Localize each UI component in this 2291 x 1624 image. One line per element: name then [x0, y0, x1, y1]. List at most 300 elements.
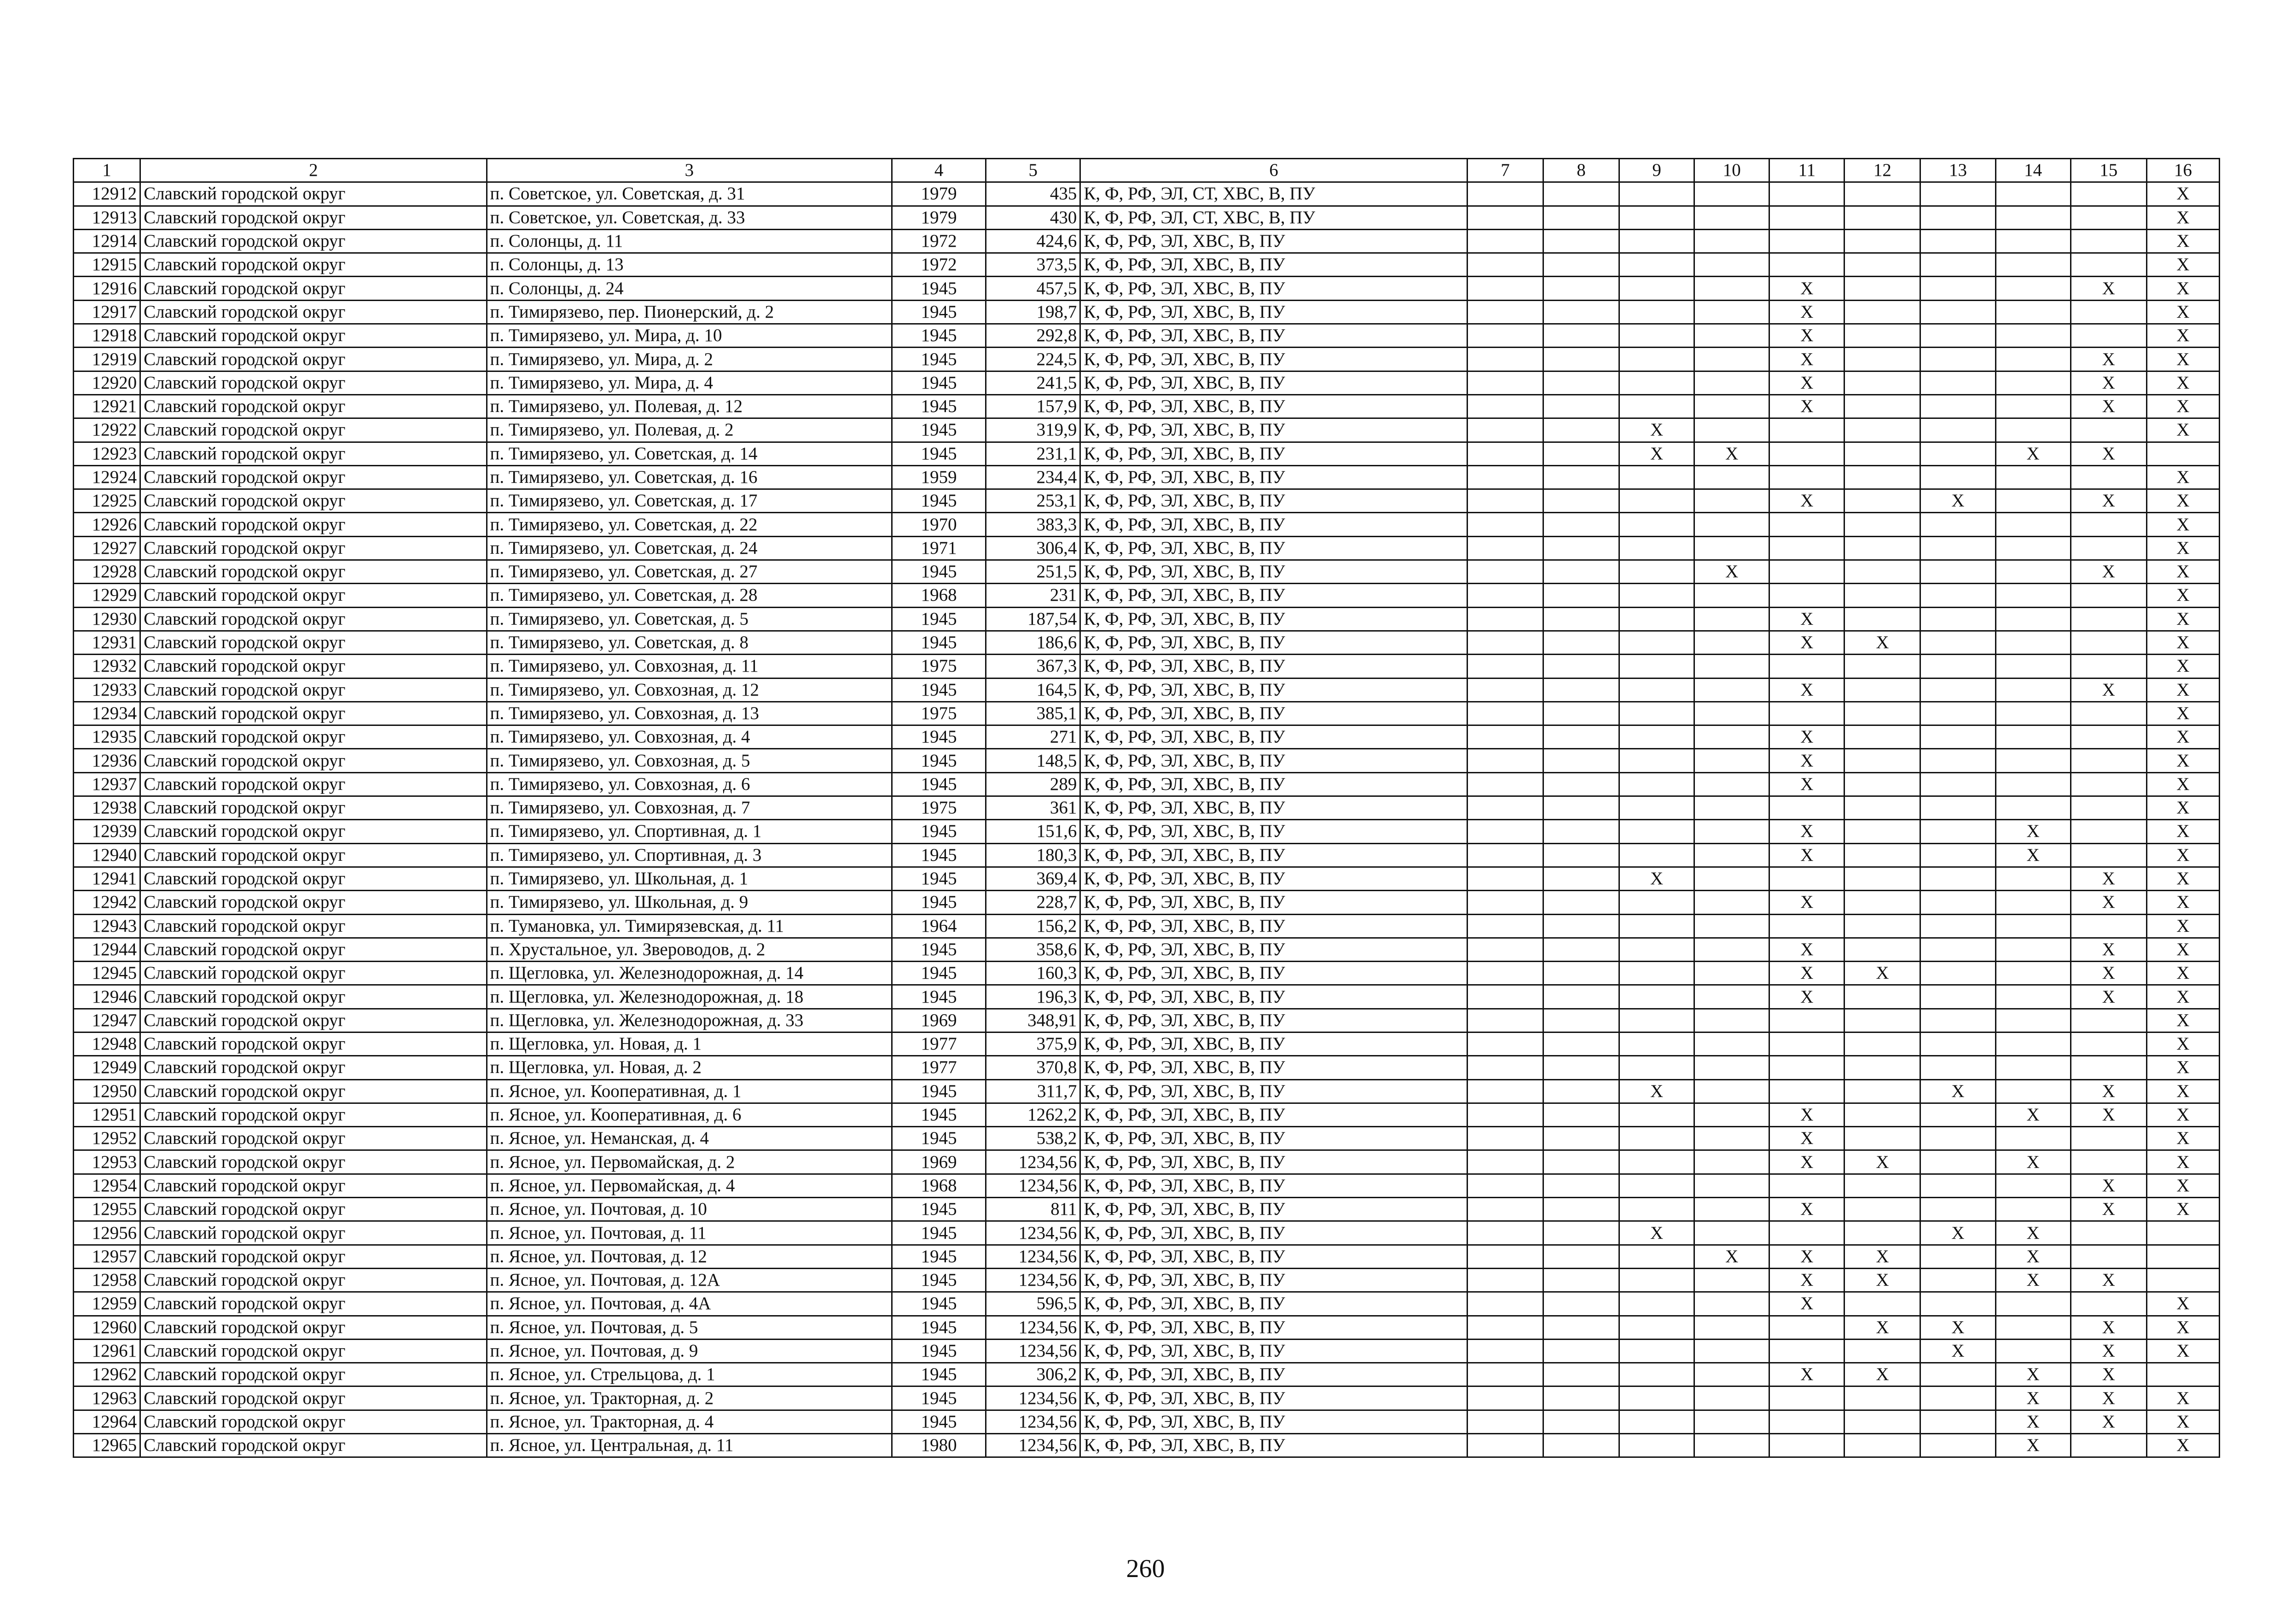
mark-cell-col-9 [1619, 513, 1694, 536]
mark-cell-col-14 [1995, 796, 2071, 820]
area-cell: 430 [986, 206, 1080, 229]
mark-cell-col-8 [1543, 371, 1619, 394]
district-cell: Славский городской округ [140, 962, 487, 985]
mark-cell-col-7 [1467, 182, 1543, 206]
mark-cell-col-7 [1467, 1339, 1543, 1363]
mark-cell-col-15: X [2071, 867, 2146, 890]
district-cell: Славский городской округ [140, 772, 487, 796]
mark-cell-col-16: X [2146, 1174, 2219, 1197]
works-cell: К, Ф, РФ, ЭЛ, ХВС, В, ПУ [1080, 607, 1467, 631]
mark-cell-col-7 [1467, 938, 1543, 961]
mark-cell-col-15 [2071, 1150, 2146, 1174]
mark-cell-col-14 [1995, 702, 2071, 725]
row-id-cell: 12917 [74, 300, 140, 324]
mark-cell-col-8 [1543, 1339, 1619, 1363]
works-cell: К, Ф, РФ, ЭЛ, ХВС, В, ПУ [1080, 1198, 1467, 1221]
table-row [74, 702, 2220, 725]
mark-cell-col-15 [2071, 1032, 2146, 1056]
row-id-cell: 12951 [74, 1103, 140, 1126]
mark-cell-col-7 [1467, 772, 1543, 796]
mark-cell-col-15 [2071, 229, 2146, 253]
mark-cell-col-14 [1995, 962, 2071, 985]
mark-cell-col-10 [1694, 914, 1769, 938]
works-cell: К, Ф, РФ, ЭЛ, ХВС, В, ПУ [1080, 631, 1467, 654]
mark-cell-col-16: X [2146, 607, 2219, 631]
mark-cell-col-9: X [1619, 867, 1694, 890]
mark-cell-col-13 [1920, 678, 1995, 702]
mark-cell-col-8 [1543, 631, 1619, 654]
district-cell: Славский городской округ [140, 631, 487, 654]
mark-cell-col-15 [2071, 182, 2146, 206]
mark-cell-col-16: X [2146, 1009, 2219, 1032]
year-cell: 1945 [892, 1339, 986, 1363]
address-cell: п. Ясное, ул. Почтовая, д. 5 [487, 1316, 892, 1339]
mark-cell-col-14: X [1995, 1410, 2071, 1433]
table-body [74, 182, 2220, 1457]
table-row [74, 985, 2220, 1009]
mark-cell-col-16 [2146, 1268, 2219, 1292]
row-id-cell: 12915 [74, 253, 140, 277]
mark-cell-col-7 [1467, 1316, 1543, 1339]
mark-cell-col-13 [1920, 1245, 1995, 1268]
district-cell: Славский городской округ [140, 1221, 487, 1245]
mark-cell-col-11 [1769, 655, 1844, 678]
district-cell: Славский городской округ [140, 1032, 487, 1056]
mark-cell-col-14: X [1995, 1103, 2071, 1126]
mark-cell-col-15 [2071, 300, 2146, 324]
year-cell: 1945 [892, 749, 986, 772]
mark-cell-col-12 [1844, 513, 1920, 536]
mark-cell-col-7 [1467, 1386, 1543, 1410]
address-cell: п. Тимирязево, ул. Мира, д. 10 [487, 324, 892, 348]
year-cell: 1945 [892, 1410, 986, 1433]
address-cell: п. Тимирязево, ул. Школьная, д. 9 [487, 891, 892, 914]
area-cell: 253,1 [986, 489, 1080, 513]
area-cell: 156,2 [986, 914, 1080, 938]
mark-cell-col-11: X [1769, 324, 1844, 348]
mark-cell-col-11: X [1769, 985, 1844, 1009]
table-row [74, 749, 2220, 772]
works-cell: К, Ф, РФ, ЭЛ, ХВС, В, ПУ [1080, 1268, 1467, 1292]
address-cell: п. Тумановка, ул. Тимирязевская, д. 11 [487, 914, 892, 938]
mark-cell-col-15 [2071, 607, 2146, 631]
mark-cell-col-10: X [1694, 442, 1769, 465]
mark-cell-col-10 [1694, 300, 1769, 324]
mark-cell-col-7 [1467, 962, 1543, 985]
year-cell: 1945 [892, 985, 986, 1009]
table-row [74, 394, 2220, 418]
mark-cell-col-14 [1995, 607, 2071, 631]
header-row [74, 159, 2220, 182]
works-cell: К, Ф, РФ, ЭЛ, ХВС, В, ПУ [1080, 324, 1467, 348]
mark-cell-col-16: X [2146, 914, 2219, 938]
area-cell: 186,6 [986, 631, 1080, 654]
year-cell: 1945 [892, 394, 986, 418]
mark-cell-col-7 [1467, 796, 1543, 820]
mark-cell-col-16: X [2146, 1386, 2219, 1410]
year-cell: 1945 [892, 1268, 986, 1292]
works-cell: К, Ф, РФ, ЭЛ, ХВС, В, ПУ [1080, 1316, 1467, 1339]
year-cell: 1945 [892, 891, 986, 914]
mark-cell-col-8 [1543, 678, 1619, 702]
mark-cell-col-13 [1920, 536, 1995, 560]
works-cell: К, Ф, РФ, ЭЛ, ХВС, В, ПУ [1080, 1009, 1467, 1032]
table-row [74, 1127, 2220, 1150]
mark-cell-col-8 [1543, 702, 1619, 725]
mark-cell-col-16: X [2146, 1056, 2219, 1079]
mark-cell-col-10 [1694, 371, 1769, 394]
row-id-cell: 12931 [74, 631, 140, 654]
row-id-cell: 12962 [74, 1363, 140, 1386]
mark-cell-col-7 [1467, 1032, 1543, 1056]
mark-cell-col-16: X [2146, 702, 2219, 725]
area-cell: 1234,56 [986, 1434, 1080, 1457]
year-cell: 1945 [892, 418, 986, 442]
district-cell: Славский городской округ [140, 1316, 487, 1339]
district-cell: Славский городской округ [140, 1268, 487, 1292]
year-cell: 1979 [892, 206, 986, 229]
mark-cell-col-12 [1844, 843, 1920, 867]
mark-cell-col-14 [1995, 394, 2071, 418]
mark-cell-col-14 [1995, 277, 2071, 300]
mark-cell-col-14: X [1995, 1363, 2071, 1386]
address-cell: п. Тимирязево, ул. Советская, д. 24 [487, 536, 892, 560]
works-cell: К, Ф, РФ, ЭЛ, ХВС, В, ПУ [1080, 1150, 1467, 1174]
works-cell: К, Ф, РФ, ЭЛ, ХВС, В, ПУ [1080, 891, 1467, 914]
mark-cell-col-12 [1844, 1434, 1920, 1457]
mark-cell-col-10 [1694, 678, 1769, 702]
row-id-cell: 12912 [74, 182, 140, 206]
mark-cell-col-13 [1920, 985, 1995, 1009]
mark-cell-col-11: X [1769, 1103, 1844, 1126]
table-row [74, 277, 2220, 300]
year-cell: 1975 [892, 702, 986, 725]
table-row [74, 796, 2220, 820]
row-id-cell: 12959 [74, 1292, 140, 1316]
area-cell: 370,8 [986, 1056, 1080, 1079]
mark-cell-col-10 [1694, 418, 1769, 442]
row-id-cell: 12954 [74, 1174, 140, 1197]
works-cell: К, Ф, РФ, ЭЛ, ХВС, В, ПУ [1080, 300, 1467, 324]
mark-cell-col-16: X [2146, 253, 2219, 277]
mark-cell-col-11 [1769, 465, 1844, 489]
mark-cell-col-12 [1844, 182, 1920, 206]
mark-cell-col-7 [1467, 442, 1543, 465]
table-row [74, 442, 2220, 465]
mark-cell-col-10 [1694, 1150, 1769, 1174]
row-id-cell: 12958 [74, 1268, 140, 1292]
table-row [74, 914, 2220, 938]
mark-cell-col-10 [1694, 394, 1769, 418]
table-row [74, 725, 2220, 749]
works-cell: К, Ф, РФ, ЭЛ, ХВС, В, ПУ [1080, 442, 1467, 465]
mark-cell-col-7 [1467, 820, 1543, 843]
area-cell: 224,5 [986, 348, 1080, 371]
mark-cell-col-9 [1619, 1316, 1694, 1339]
works-cell: К, Ф, РФ, ЭЛ, ХВС, В, ПУ [1080, 1079, 1467, 1103]
mark-cell-col-15 [2071, 1127, 2146, 1150]
mark-cell-col-10 [1694, 324, 1769, 348]
mark-cell-col-11 [1769, 867, 1844, 890]
district-cell: Славский городской округ [140, 938, 487, 961]
district-cell: Славский городской округ [140, 1103, 487, 1126]
table-row [74, 371, 2220, 394]
mark-cell-col-12 [1844, 1339, 1920, 1363]
address-cell: п. Тимирязево, ул. Совхозная, д. 5 [487, 749, 892, 772]
mark-cell-col-12 [1844, 1032, 1920, 1056]
mark-cell-col-12 [1844, 725, 1920, 749]
mark-cell-col-7 [1467, 489, 1543, 513]
works-cell: К, Ф, РФ, ЭЛ, ХВС, В, ПУ [1080, 1056, 1467, 1079]
year-cell: 1968 [892, 1174, 986, 1197]
address-cell: п. Ясное, ул. Первомайская, д. 2 [487, 1150, 892, 1174]
mark-cell-col-10 [1694, 938, 1769, 961]
mark-cell-col-10 [1694, 772, 1769, 796]
mark-cell-col-15: X [2071, 394, 2146, 418]
mark-cell-col-9 [1619, 1386, 1694, 1410]
district-cell: Славский городской округ [140, 1386, 487, 1410]
mark-cell-col-7 [1467, 1127, 1543, 1150]
mark-cell-col-7 [1467, 1221, 1543, 1245]
row-id-cell: 12914 [74, 229, 140, 253]
mark-cell-col-12 [1844, 371, 1920, 394]
row-id-cell: 12940 [74, 843, 140, 867]
mark-cell-col-16: X [2146, 1032, 2219, 1056]
mark-cell-col-10 [1694, 348, 1769, 371]
area-cell: 457,5 [986, 277, 1080, 300]
district-cell: Славский городской округ [140, 300, 487, 324]
row-id-cell: 12956 [74, 1221, 140, 1245]
mark-cell-col-7 [1467, 1434, 1543, 1457]
row-id-cell: 12961 [74, 1339, 140, 1363]
works-cell: К, Ф, РФ, ЭЛ, ХВС, В, ПУ [1080, 962, 1467, 985]
works-cell: К, Ф, РФ, ЭЛ, ХВС, В, ПУ [1080, 371, 1467, 394]
district-cell: Славский городской округ [140, 843, 487, 867]
table-row [74, 1363, 2220, 1386]
works-cell: К, Ф, РФ, ЭЛ, ХВС, В, ПУ [1080, 253, 1467, 277]
row-id-cell: 12952 [74, 1127, 140, 1150]
mark-cell-col-12 [1844, 1221, 1920, 1245]
mark-cell-col-9 [1619, 182, 1694, 206]
mark-cell-col-13 [1920, 655, 1995, 678]
mark-cell-col-14 [1995, 324, 2071, 348]
mark-cell-col-16: X [2146, 394, 2219, 418]
row-id-cell: 12953 [74, 1150, 140, 1174]
year-cell: 1972 [892, 253, 986, 277]
mark-cell-col-11 [1769, 560, 1844, 584]
address-cell: п. Тимирязево, ул. Спортивная, д. 3 [487, 843, 892, 867]
mark-cell-col-15: X [2071, 1363, 2146, 1386]
address-cell: п. Ясное, ул. Тракторная, д. 2 [487, 1386, 892, 1410]
table-row [74, 1245, 2220, 1268]
mark-cell-col-13 [1920, 300, 1995, 324]
mark-cell-col-16: X [2146, 631, 2219, 654]
district-cell: Славский городской округ [140, 229, 487, 253]
mark-cell-col-10 [1694, 1009, 1769, 1032]
mark-cell-col-10 [1694, 277, 1769, 300]
mark-cell-col-15 [2071, 772, 2146, 796]
mark-cell-col-11: X [1769, 1127, 1844, 1150]
address-cell: п. Тимирязево, ул. Совхозная, д. 4 [487, 725, 892, 749]
mark-cell-col-11: X [1769, 607, 1844, 631]
district-cell: Славский городской округ [140, 702, 487, 725]
mark-cell-col-8 [1543, 277, 1619, 300]
mark-cell-col-10 [1694, 1339, 1769, 1363]
area-cell: 319,9 [986, 418, 1080, 442]
row-id-cell: 12922 [74, 418, 140, 442]
mark-cell-col-7 [1467, 867, 1543, 890]
table-row [74, 1198, 2220, 1221]
year-cell: 1945 [892, 1198, 986, 1221]
area-cell: 1262,2 [986, 1103, 1080, 1126]
table-row [74, 1292, 2220, 1316]
row-id-cell: 12944 [74, 938, 140, 961]
address-cell: п. Тимирязево, ул. Советская, д. 22 [487, 513, 892, 536]
mark-cell-col-13 [1920, 1174, 1995, 1197]
table-row [74, 1268, 2220, 1292]
mark-cell-col-10 [1694, 182, 1769, 206]
row-id-cell: 12948 [74, 1032, 140, 1056]
mark-cell-col-9 [1619, 1339, 1694, 1363]
mark-cell-col-12 [1844, 820, 1920, 843]
mark-cell-col-14 [1995, 891, 2071, 914]
works-cell: К, Ф, РФ, ЭЛ, ХВС, В, ПУ [1080, 938, 1467, 961]
mark-cell-col-15: X [2071, 1339, 2146, 1363]
mark-cell-col-11: X [1769, 300, 1844, 324]
mark-cell-col-15: X [2071, 1198, 2146, 1221]
district-cell: Славский городской округ [140, 1363, 487, 1386]
mark-cell-col-13 [1920, 584, 1995, 607]
district-cell: Славский городской округ [140, 560, 487, 584]
area-cell: 375,9 [986, 1032, 1080, 1056]
mark-cell-col-16: X [2146, 655, 2219, 678]
year-cell: 1945 [892, 324, 986, 348]
mark-cell-col-8 [1543, 348, 1619, 371]
mark-cell-col-9 [1619, 465, 1694, 489]
works-cell: К, Ф, РФ, ЭЛ, ХВС, В, ПУ [1080, 489, 1467, 513]
year-cell: 1945 [892, 1292, 986, 1316]
row-id-cell: 12939 [74, 820, 140, 843]
mark-cell-col-16: X [2146, 1079, 2219, 1103]
column-header-13: 13 [1920, 159, 1995, 182]
page-number: 260 [1126, 1554, 1165, 1583]
table-row [74, 1032, 2220, 1056]
mark-cell-col-9 [1619, 962, 1694, 985]
table-row [74, 1410, 2220, 1433]
mark-cell-col-15 [2071, 655, 2146, 678]
mark-cell-col-13 [1920, 962, 1995, 985]
column-header-16: 16 [2146, 159, 2219, 182]
year-cell: 1945 [892, 348, 986, 371]
mark-cell-col-12 [1844, 607, 1920, 631]
mark-cell-col-11 [1769, 1056, 1844, 1079]
row-id-cell: 12955 [74, 1198, 140, 1221]
mark-cell-col-8 [1543, 1292, 1619, 1316]
mark-cell-col-10 [1694, 1292, 1769, 1316]
mark-cell-col-13 [1920, 324, 1995, 348]
row-id-cell: 12946 [74, 985, 140, 1009]
mark-cell-col-13 [1920, 1292, 1995, 1316]
mark-cell-col-16: X [2146, 584, 2219, 607]
year-cell: 1945 [892, 843, 986, 867]
mark-cell-col-9 [1619, 1363, 1694, 1386]
district-cell: Славский городской округ [140, 914, 487, 938]
district-cell: Славский городской округ [140, 348, 487, 371]
mark-cell-col-13 [1920, 442, 1995, 465]
mark-cell-col-10 [1694, 1410, 1769, 1433]
mark-cell-col-8 [1543, 229, 1619, 253]
address-cell: п. Щегловка, ул. Железнодорожная, д. 33 [487, 1009, 892, 1032]
year-cell: 1945 [892, 1127, 986, 1150]
district-cell: Славский городской округ [140, 394, 487, 418]
mark-cell-col-15 [2071, 843, 2146, 867]
mark-cell-col-12 [1844, 253, 1920, 277]
mark-cell-col-11: X [1769, 891, 1844, 914]
mark-cell-col-16: X [2146, 843, 2219, 867]
mark-cell-col-14 [1995, 536, 2071, 560]
address-cell: п. Тимирязево, ул. Спортивная, д. 1 [487, 820, 892, 843]
mark-cell-col-9 [1619, 1292, 1694, 1316]
mark-cell-col-7 [1467, 324, 1543, 348]
mark-cell-col-14: X [1995, 843, 2071, 867]
year-cell: 1970 [892, 513, 986, 536]
year-cell: 1971 [892, 536, 986, 560]
mark-cell-col-7 [1467, 206, 1543, 229]
mark-cell-col-11 [1769, 1339, 1844, 1363]
mark-cell-col-9 [1619, 725, 1694, 749]
year-cell: 1945 [892, 1363, 986, 1386]
mark-cell-col-11: X [1769, 394, 1844, 418]
area-cell: 231,1 [986, 442, 1080, 465]
year-cell: 1945 [892, 560, 986, 584]
mark-cell-col-9 [1619, 796, 1694, 820]
year-cell: 1945 [892, 1079, 986, 1103]
mark-cell-col-7 [1467, 631, 1543, 654]
mark-cell-col-10 [1694, 206, 1769, 229]
mark-cell-col-12 [1844, 348, 1920, 371]
table-row [74, 1339, 2220, 1363]
mark-cell-col-7 [1467, 1198, 1543, 1221]
table-header [74, 159, 2220, 182]
works-cell: К, Ф, РФ, ЭЛ, ХВС, В, ПУ [1080, 985, 1467, 1009]
year-cell: 1945 [892, 1316, 986, 1339]
mark-cell-col-7 [1467, 253, 1543, 277]
mark-cell-col-7 [1467, 1268, 1543, 1292]
works-cell: К, Ф, РФ, ЭЛ, ХВС, В, ПУ [1080, 772, 1467, 796]
table-row [74, 678, 2220, 702]
table-row [74, 536, 2220, 560]
mark-cell-col-12 [1844, 891, 1920, 914]
works-cell: К, Ф, РФ, ЭЛ, ХВС, В, ПУ [1080, 702, 1467, 725]
mark-cell-col-11: X [1769, 820, 1844, 843]
mark-cell-col-10 [1694, 796, 1769, 820]
area-cell: 160,3 [986, 962, 1080, 985]
mark-cell-col-10 [1694, 607, 1769, 631]
mark-cell-col-11 [1769, 584, 1844, 607]
mark-cell-col-7 [1467, 229, 1543, 253]
mark-cell-col-16: X [2146, 1292, 2219, 1316]
area-cell: 196,3 [986, 985, 1080, 1009]
mark-cell-col-8 [1543, 1198, 1619, 1221]
area-cell: 187,54 [986, 607, 1080, 631]
table-row [74, 324, 2220, 348]
mark-cell-col-14 [1995, 1339, 2071, 1363]
works-cell: К, Ф, РФ, ЭЛ, ХВС, В, ПУ [1080, 560, 1467, 584]
row-id-cell: 12923 [74, 442, 140, 465]
mark-cell-col-16: X [2146, 371, 2219, 394]
mark-cell-col-15 [2071, 631, 2146, 654]
mark-cell-col-14 [1995, 772, 2071, 796]
